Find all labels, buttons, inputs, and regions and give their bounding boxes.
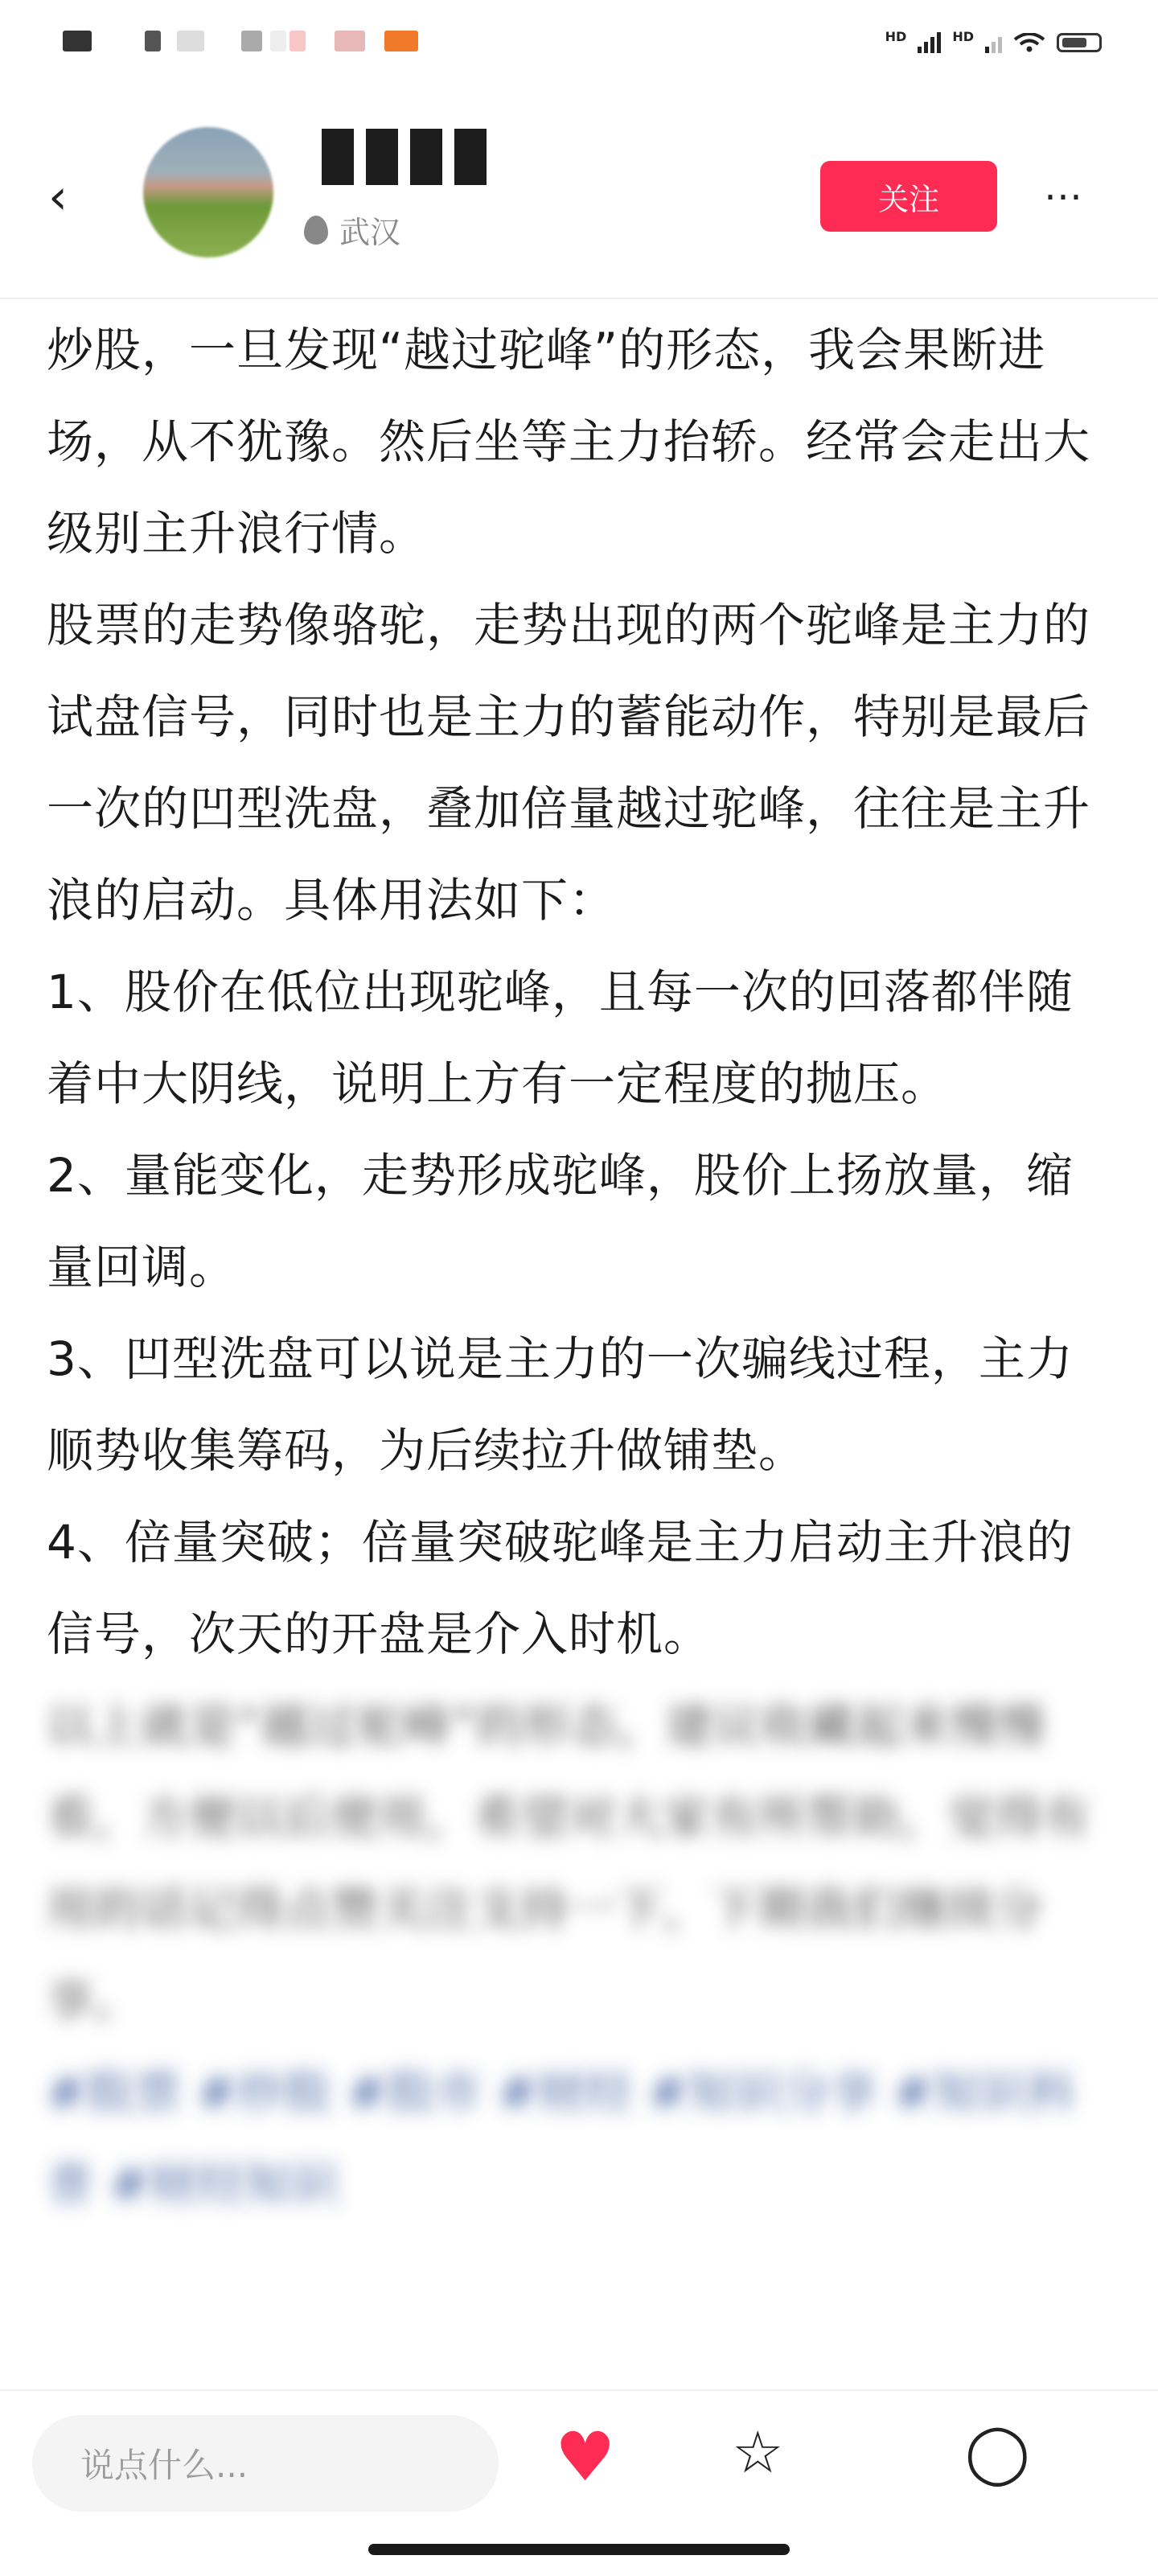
follow-button[interactable]: 关注 <box>820 161 997 232</box>
comment-icon: ◯ <box>965 2418 1030 2486</box>
hashtag-list[interactable]: #股票 #炒股 #股市 #财经 #知识分享 #知识科普 #财经知识 <box>47 2065 1076 2212</box>
status-icon <box>290 31 306 51</box>
signal-icon <box>918 32 941 53</box>
avatar[interactable] <box>143 127 273 257</box>
favorite-button[interactable] <box>732 2418 784 2486</box>
share-icon[interactable]: ⋯ <box>1044 174 1084 219</box>
status-icon <box>177 31 204 51</box>
post-header <box>0 97 1158 298</box>
back-icon[interactable]: ‹ <box>48 169 68 225</box>
status-icon <box>241 31 262 51</box>
location-label <box>304 208 400 252</box>
heart-icon: ♥ <box>555 2418 616 2496</box>
home-indicator[interactable] <box>368 2544 790 2555</box>
post-paragraph: 3、凹型洗盘可以说是主力的一次骗线过程，主力顺势收集筹码，为后续拉升做铺垫。 <box>47 1331 1074 1478</box>
status-icon <box>335 31 365 51</box>
post-paragraph: 1、股价在低位出现驼峰，且每一次的回落都伴随着中大阴线，说明上方有一定程度的抛压。 <box>47 965 1074 1111</box>
status-bar <box>0 0 1158 88</box>
wifi-icon <box>1013 33 1045 52</box>
battery-icon <box>1057 33 1102 52</box>
status-right <box>885 28 1102 53</box>
post-paragraph: 炒股，一旦发现“越过驼峰”的形态，我会果断进场，从不犹豫。然后坐等主力抬轿。经常会走出大级别主升浪行情。 <box>47 323 1091 561</box>
bottom-action-bar <box>0 2389 1158 2576</box>
author-name[interactable] <box>322 129 499 185</box>
like-button[interactable] <box>555 2418 616 2496</box>
star-icon: ☆ <box>732 2418 784 2486</box>
network-label: HD <box>885 28 907 44</box>
network-label: HD <box>952 28 974 44</box>
status-icon <box>63 31 92 51</box>
blurred-paragraph: 以上就是“越过驼峰”的形态，建议收藏起来慢慢看，方便以后使用，希望对大家有所帮助，觉得有用的话记得点赞关注支持一下，下期我们继续分享。 <box>47 1698 1091 2028</box>
status-icon <box>145 31 161 51</box>
signal-icon <box>985 32 1002 53</box>
location-pin-icon <box>304 216 328 245</box>
post-paragraph: 2、量能变化，走势形成驼峰，股价上扬放量，缩量回调。 <box>47 1148 1074 1294</box>
comment-button[interactable] <box>965 2418 1030 2486</box>
status-icon <box>270 31 286 51</box>
post-paragraph: 4、倍量突破；倍量突破驼峰是主力启动主升浪的信号，次天的开盘是介入时机。 <box>47 1515 1074 1661</box>
post-paragraph: 股票的走势像骆驼，走势出现的两个驼峰是主力的试盘信号，同时也是主力的蓄能动作，特别是最后一次的凹型洗盘，叠加倍量越过驼峰，往往是主升浪的启动。具体用法如下： <box>47 598 1091 928</box>
location-text: 武汉 <box>339 215 401 250</box>
comment-input[interactable]: 说点什么... <box>32 2415 499 2512</box>
divider <box>0 298 1158 299</box>
status-icon <box>384 31 418 51</box>
post-content <box>47 304 1116 2230</box>
